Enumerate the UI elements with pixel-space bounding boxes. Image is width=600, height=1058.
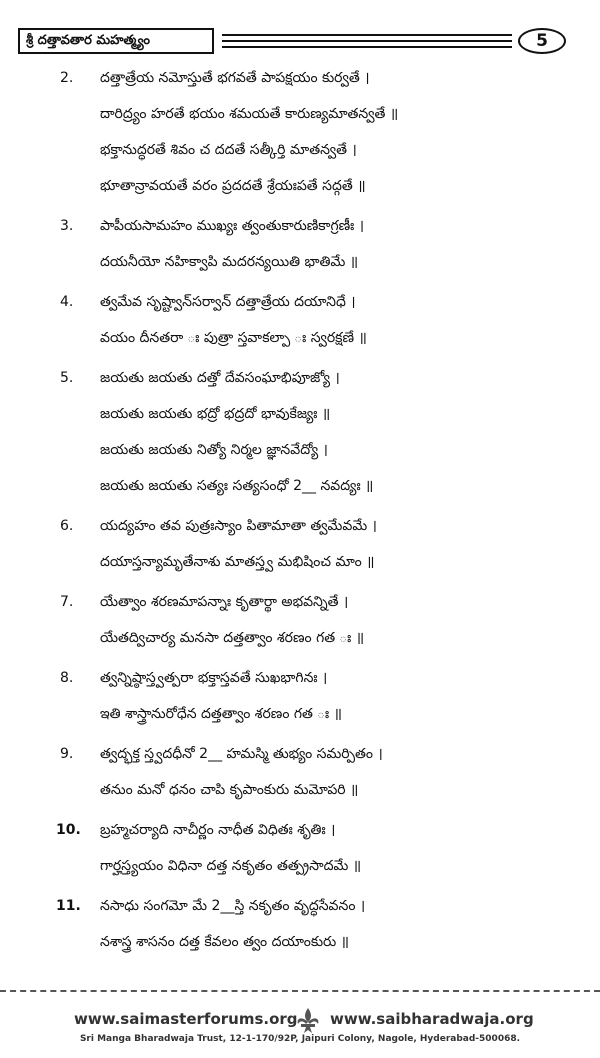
verse-line: దత్తాత్రేయ నమోస్తుతే భగవతే పాపక్షయం కుర్వతే । (100, 70, 370, 86)
verse-number: 11. (56, 898, 81, 914)
header-rule-lines (222, 32, 512, 52)
verse-line: భక్తానుద్ధరతే శివం చ దదతే సత్కీర్తి మాతన్వతే । (100, 142, 357, 158)
verse-line: నసాధు సంగమో మే 2__స్తి నకృతం వృద్ధసేవనం । (100, 898, 366, 914)
book-title: శ్రీ దత్తావతార మహత్మ్యం (18, 28, 214, 54)
verse-line: దయాస్తన్యామృతేనాశు మాతస్త్వ మభిషించ మాం ॥ (100, 554, 375, 570)
website-link-saimasterforums: www.saimasterforums.org (74, 1010, 298, 1028)
header-rule (222, 46, 512, 48)
page-footer (0, 1006, 600, 1058)
verse-line: యేత్వాం శరణమాపన్నాః కృతార్థా అభవన్నితే । (100, 594, 349, 610)
verse-number: 4. (60, 294, 74, 310)
verse-line: దారిద్ర్యం హరతే భయం శమయతే కారుణ్యమాతన్వతే ॥ (100, 106, 399, 122)
page-number: 5 (518, 28, 566, 54)
header-rule (222, 34, 512, 36)
verse-number: 9. (60, 746, 74, 762)
website-link-saibharadwaja: www.saibharadwaja.org (330, 1010, 534, 1028)
verse-line: బ్రహ్మచర్యాది నాచీర్ణం నాధీత విధితః శృతిః । (100, 822, 336, 838)
verse-line: త్వమేవ సృష్ట్వాన్‌సర్వాన్ దత్తాత్రేయ దయానిధే । (100, 294, 356, 310)
verse-line: జయతు జయతు భద్రో భద్రదో భావుకేజ్యః ॥ (100, 406, 331, 422)
trust-address: Sri Manga Bharadwaja Trust, 12-1-170/92P, Jaipuri Colony, Nagole, Hyderabad-500068. (79, 1034, 521, 1044)
verse-line: యేతద్విచార్య మనసా దత్తత్వాం శరణం గత ః ॥ (100, 630, 365, 646)
verse-line: భూతాన్రావయతే వరం ప్రదదతే శ్రేయఃపతే సద్గతే ॥ (100, 178, 366, 194)
verse-line: జయతు జయతు దత్తో దేవసంఘాభిపూజ్యో । (100, 370, 340, 386)
verse-line: జయతు జయతు సత్యః సత్యసంధో 2__ నవద్యః ॥ (100, 478, 374, 494)
verse-line: వయం దీనతరా ః పుత్రా స్తవాకల్పా ః స్వరక్షణే ॥ (100, 330, 367, 346)
verse-line: పాపీయసామహం ముఖ్యః త్వంతుకారుణికాగ్రణీః । (100, 218, 365, 234)
verse-number: 2. (60, 70, 74, 86)
verse-line: దయనీయో నహిక్వాపి మదరన్యయితి భాతిమే ॥ (100, 254, 359, 270)
footer-divider (0, 990, 600, 992)
verse-number: 7. (60, 594, 74, 610)
verse-line: త్వద్భక్త స్త్వదధీనో 2__ హమస్మి తుభ్యం సమర్పితం । (100, 746, 383, 762)
header-rule (222, 40, 512, 42)
page-header (12, 26, 594, 58)
fleur-de-lis-icon (290, 1006, 326, 1034)
verse-number: 3. (60, 218, 74, 234)
verse-line: గార్హస్త్యయం విధినా దత్త నకృతం తత్ప్రసాదమే ॥ (100, 858, 362, 874)
verse-number: 6. (60, 518, 74, 534)
verse-number: 10. (56, 822, 81, 838)
verse-number: 5. (60, 370, 74, 386)
verse-line: నశాస్త్ర శాసనం దత్త కేవలం త్వం దయాంకురు ॥ (100, 934, 350, 950)
verse-line: తనుం మనో ధనం చాపి కృపాంకురు మమోపరి ॥ (100, 782, 359, 798)
verse-line: ఇతి శాస్త్రానురోధేన దత్తత్వాం శరణం గత ః ॥ (100, 706, 342, 722)
verse-line: యద్యహం తవ పుత్రఃస్యాం పితామాతా త్వమేవమే । (100, 518, 377, 534)
verse-line: జయతు జయతు నిత్యో నిర్మల జ్ఞానవేద్యో । (100, 442, 328, 458)
verse-number: 8. (60, 670, 74, 686)
verse-line: త్వన్నిష్ఠాస్త్వత్పరా భక్తాస్తవతే సుఖభాగినః । (100, 670, 328, 686)
